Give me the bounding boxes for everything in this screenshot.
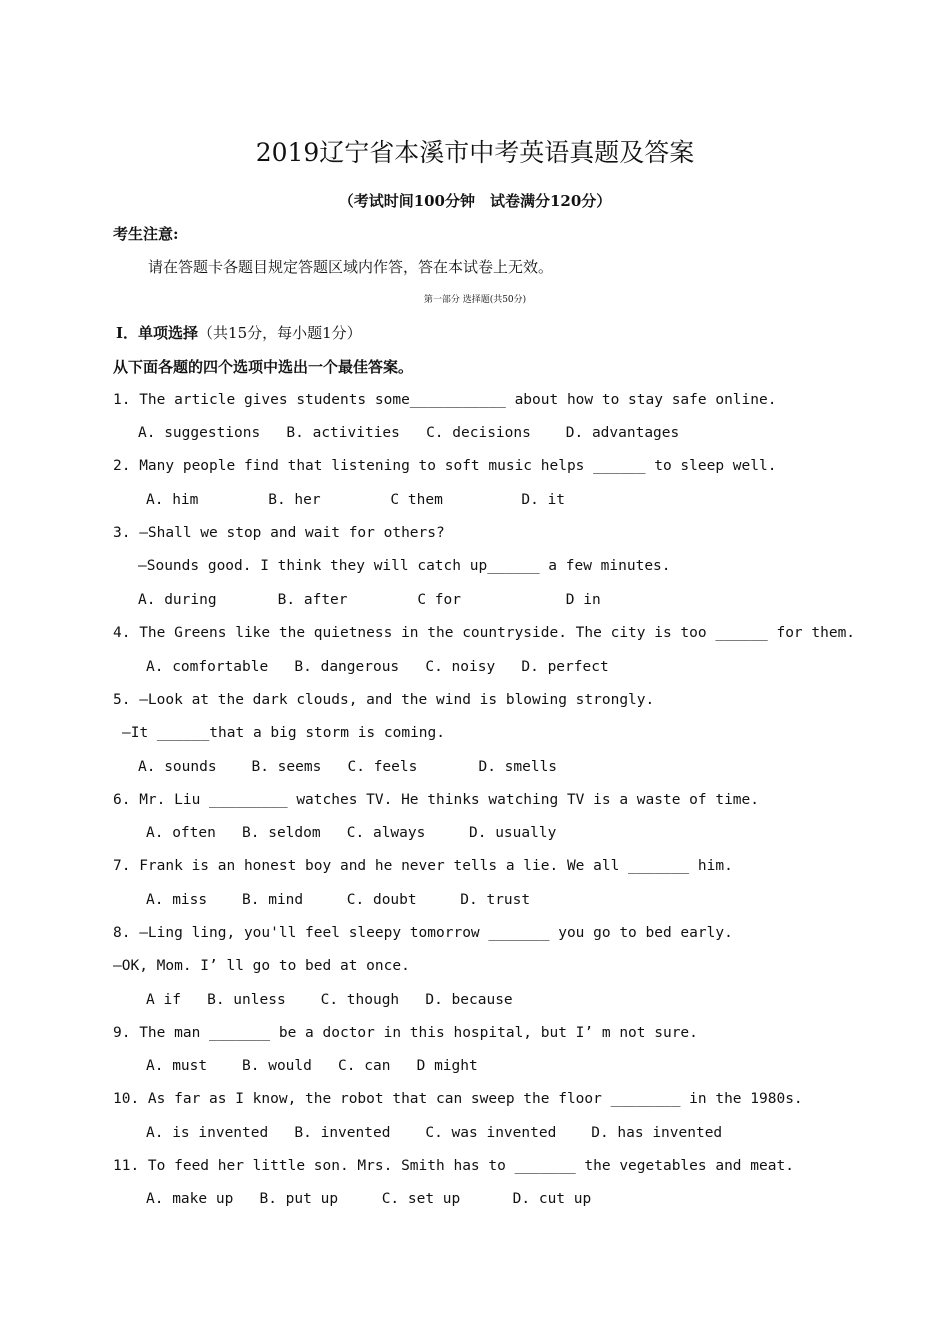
question-8-reply: —OK, Mom. I’ ll go to bed at once.: [113, 958, 410, 974]
question-2-options: A. him B. her C them D. it: [146, 492, 566, 508]
question-8-options: A if B. unless C. though D. because: [146, 992, 513, 1008]
section-info: （共15分，每小题1分）: [198, 324, 362, 342]
question-11-options: A. make up B. put up C. set up D. cut up: [146, 1191, 592, 1207]
question-10-options: A. is invented B. invented C. was invented D. has invented: [146, 1125, 723, 1141]
question-11: 11. To feed her little son. Mrs. Smith has to _______ the vegetables and meat.: [113, 1158, 794, 1174]
part-heading: 第一部分 选择题(共50分): [423, 295, 527, 305]
question-2: 2. Many people find that listening to soft music helps ______ to sleep well.: [113, 458, 777, 474]
section-name: 单项选择: [138, 324, 199, 342]
notice-text: 请在答题卡各题目规定答题区域内作答，答在本试卷上无效。: [148, 258, 554, 276]
question-5-options: A. sounds B. seems C. feels D. smells: [138, 759, 558, 775]
page-title: 2019辽宁省本溪市中考英语真题及答案: [255, 138, 695, 167]
notice-heading: 考生注意:: [113, 225, 179, 243]
question-9-options: A. must B. would C. can D might: [146, 1058, 478, 1074]
question-8: 8. —Ling ling, you'll feel sleepy tomorrow _______ you go to bed early.: [113, 925, 733, 941]
question-6: 6. Mr. Liu _________ watches TV. He thinks watching TV is a waste of time.: [113, 792, 760, 808]
question-10: 10. As far as I know, the robot that can sweep the floor ________ in the 1980s.: [113, 1091, 803, 1107]
section-instruction: 从下面各题的四个选项中选出一个最佳答案。: [113, 358, 414, 376]
question-4: 4. The Greens like the quietness in the countryside. The city is too ______ for them.: [113, 625, 856, 641]
question-5: 5. —Look at the dark clouds, and the wind is blowing strongly.: [113, 692, 655, 708]
question-3: 3. —Shall we stop and wait for others?: [113, 525, 445, 541]
question-3-reply: —Sounds good. I think they will catch up______ a few minutes.: [138, 558, 671, 574]
question-1-options: A. suggestions B. activities C. decisions D. advantages: [138, 425, 680, 441]
question-7: 7. Frank is an honest boy and he never tells a lie. We all _______ him.: [113, 858, 733, 874]
question-5-reply: —It ______that a big storm is coming.: [122, 725, 446, 741]
question-6-options: A. often B. seldom C. always D. usually: [146, 825, 557, 841]
section-number: I．: [116, 324, 139, 342]
section-heading: [116, 323, 362, 343]
question-4-options: A. comfortable B. dangerous C. noisy D. perfect: [146, 659, 609, 675]
question-3-options: A. during B. after C for D in: [138, 592, 601, 608]
exam-subtitle: （考试时间100分钟 试卷满分120分）: [338, 192, 612, 210]
question-1: 1. The article gives students some___________ about how to stay safe online.: [113, 392, 777, 408]
question-9: 9. The man _______ be a doctor in this hospital, but I’ m not sure.: [113, 1025, 698, 1041]
question-7-options: A. miss B. mind C. doubt D. trust: [146, 892, 531, 908]
